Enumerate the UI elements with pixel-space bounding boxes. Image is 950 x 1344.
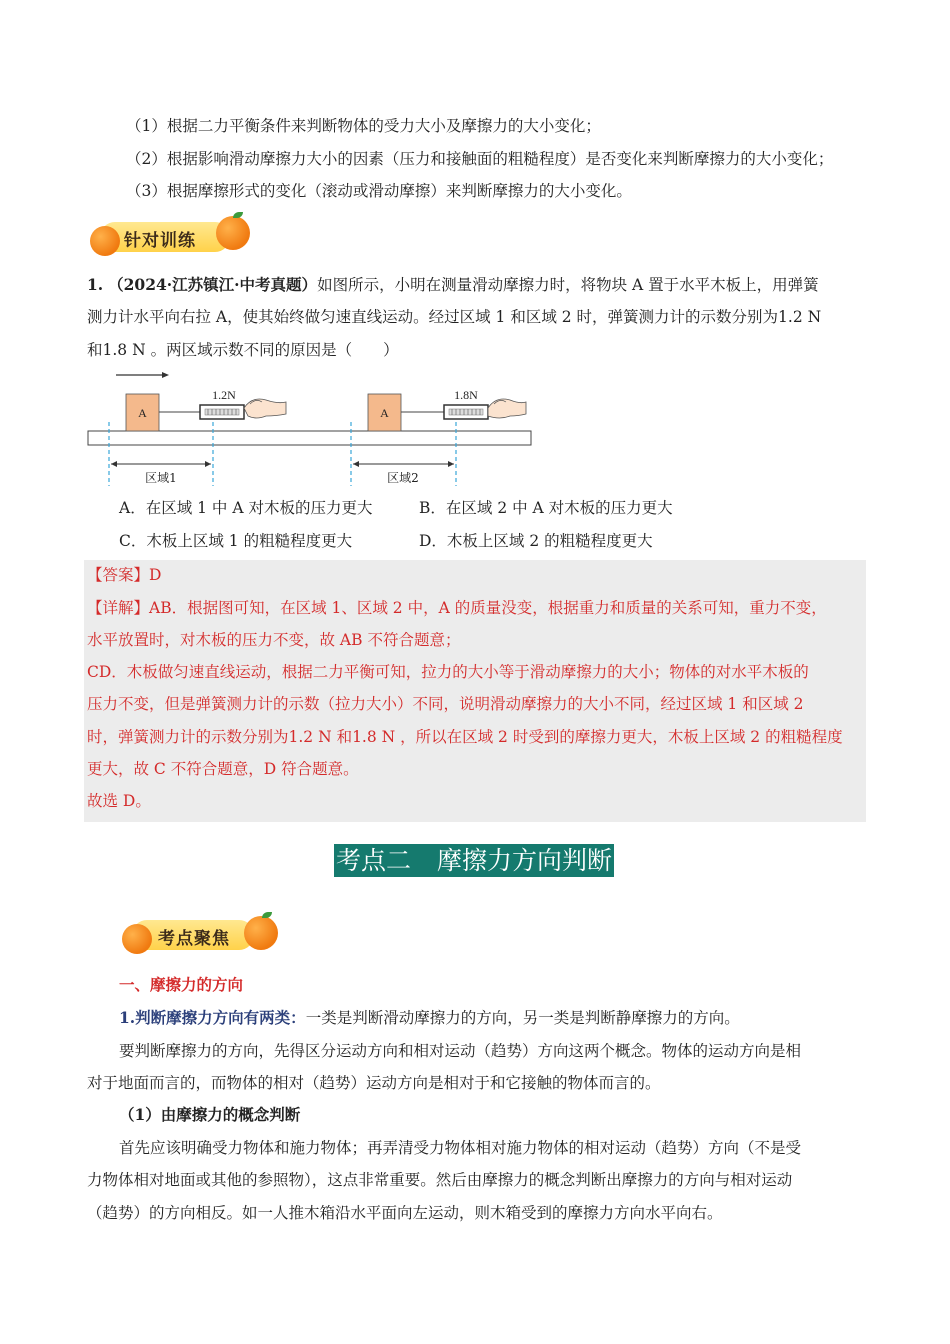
subheading-concept: （1）由摩擦力的概念判断 xyxy=(119,1105,301,1124)
orange-icon xyxy=(122,924,152,954)
training-badge xyxy=(90,214,260,254)
hand-icon xyxy=(244,399,286,418)
para-2a: 要判断摩擦力的方向，先得区分运动方向和相对运动（趋势）方向这两个概念。物体的运动方向是相 xyxy=(119,1042,802,1060)
hand-icon xyxy=(488,399,526,418)
para-3a: 首先应该明确受力物体和施力物体；再弄清受力物体相对施力物体的相对运动（趋势）方向（不是受 xyxy=(119,1139,802,1157)
intro-line-1: （1）根据二力平衡条件来判断物体的受力大小及摩擦力的大小变化； xyxy=(126,117,601,135)
section-title-left: 考点二 xyxy=(336,846,412,875)
reading-1: 1.2N xyxy=(212,388,236,402)
intro-line-3: （3）根据摩擦形式的变化（滚动或滑动摩擦）来判断摩擦力的大小变化。 xyxy=(126,182,632,200)
wooden-board xyxy=(88,431,531,445)
intro-line-2: （2）根据影响滑动摩擦力大小的因素（压力和接触面的粗糙程度）是否变化来判断摩擦力的大小变化； xyxy=(126,150,834,168)
detail-line-7: 故选 D。 xyxy=(87,792,151,810)
para-3b: 力物体相对地面或其他的参照物），这点非常重要。然后由摩擦力的概念判断出摩擦力的方向与相对运动 xyxy=(87,1171,793,1189)
option-c: C．木板上区域 1 的粗糙程度更大 xyxy=(119,532,353,550)
focus-badge-label: 考点聚焦 xyxy=(158,929,230,949)
question-line-2: 测力计水平向右拉 A，使其始终做匀速直线运动。经过区域 1 和区域 2 时，弹簧测力计的示数分别为1.2 N xyxy=(87,308,822,326)
orange-icon xyxy=(90,226,120,256)
detail-line-2: 水平放置时，对木板的压力不变，故 AB 不符合题意； xyxy=(87,631,461,649)
focus-badge xyxy=(122,912,282,952)
section-title-right: 摩擦力方向判断 xyxy=(437,846,613,875)
question-number: 1. xyxy=(87,275,104,294)
section-title xyxy=(334,844,614,877)
para-1-lead: 1.判断摩擦力方向有两类： xyxy=(119,1008,306,1027)
heading-direction: 一、摩擦力的方向 xyxy=(119,975,244,994)
detail-line-4: 压力不变，但是弹簧测力计的示数（拉力大小）不同，说明滑动摩擦力的大小不同，经过区域 1 和区域 2 xyxy=(87,695,804,713)
question-source: （2024·江苏镇江·中考真题） xyxy=(108,275,318,294)
orange-icon xyxy=(244,916,278,950)
training-badge-label: 针对训练 xyxy=(124,231,196,251)
option-d: D．木板上区域 2 的粗糙程度更大 xyxy=(419,532,653,550)
answer-label: 【答案】D xyxy=(87,566,162,584)
reading-2: 1.8N xyxy=(454,388,478,402)
orange-icon xyxy=(216,216,250,250)
para-2b: 对于地面而言的，而物体的相对（趋势）运动方向是相对于和它接触的物体而言的。 xyxy=(87,1074,661,1092)
zone-1-span xyxy=(111,461,211,467)
option-a: A．在区域 1 中 A 对木板的压力更大 xyxy=(119,499,373,517)
zone-2-span xyxy=(353,461,454,467)
block-a-2-label: A xyxy=(380,406,389,420)
question-line-1 xyxy=(87,274,819,296)
block-a-1-label: A xyxy=(138,406,147,420)
motion-arrow xyxy=(116,372,169,378)
zone-2-label: 区域2 xyxy=(387,471,419,485)
zone-1-label: 区域1 xyxy=(145,471,177,485)
detail-line-3: CD．木板做匀速直线运动，根据二力平衡可知，拉力的大小等于滑动摩擦力的大小；物体的对水平木板的 xyxy=(87,663,809,681)
question-line-3: 和1.8 N 。两区域示数不同的原因是（ ） xyxy=(87,341,399,359)
para-1-rest: 一类是判断滑动摩擦力的方向，另一类是判断静摩擦力的方向。 xyxy=(305,1009,740,1027)
para-1 xyxy=(119,1007,740,1029)
spring-scale-1 xyxy=(159,405,244,419)
para-3c: （趋势）的方向相反。如一人推木箱沿水平面向左运动，则木箱受到的摩擦力方向水平向右。 xyxy=(87,1204,723,1222)
detail-line-1: 【详解】AB．根据图可知，在区域 1、区域 2 中，A 的质量没变，根据重力和质量的关系可知，重力不变， xyxy=(87,599,827,617)
question-text-1: 如图所示，小明在测量滑动摩擦力时，将物块 A 置于水平木板上，用弹簧 xyxy=(317,276,819,294)
detail-line-6: 更大，故 C 不符合题意，D 符合题意。 xyxy=(87,760,359,778)
detail-line-5: 时，弹簧测力计的示数分别为1.2 N 和1.8 N ，所以在区域 2 时受到的摩擦力更大，木板上区域 2 的粗糙程度 xyxy=(87,728,843,746)
spring-scale-2 xyxy=(401,405,488,419)
friction-diagram xyxy=(84,364,536,492)
option-b: B．在区域 2 中 A 对木板的压力更大 xyxy=(419,499,673,517)
